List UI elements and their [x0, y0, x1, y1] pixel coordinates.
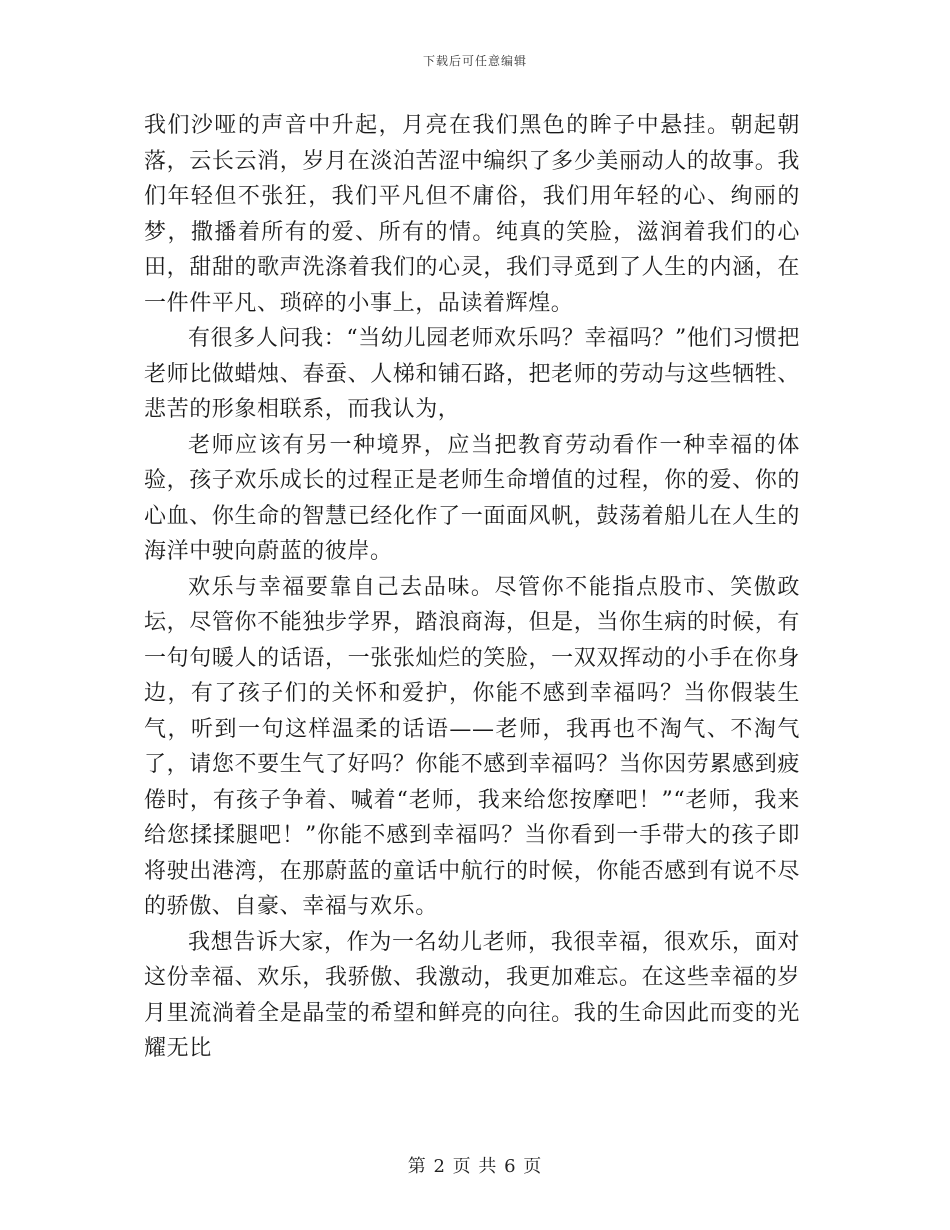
- page-header: 下载后可任意编辑: [422, 54, 527, 68]
- paragraph-5: 我想告诉大家，作为一名幼儿老师，我很幸福，很欢乐，面对这份幸福、欢乐，我骄傲、我激动，我更加难忘。在这些幸福的岁月里流淌着全是晶莹的希望和鲜亮的向往。我的生命因此而变的光耀无比: [144, 929, 800, 1061]
- paragraph-2: 有很多人问我：“当幼儿园老师欢乐吗？幸福吗？”他们习惯把老师比做蜡烛、春蚕、人梯和铺石路，把老师的劳动与这些牺牲、悲苦的形象相联系，而我认为，: [144, 326, 800, 422]
- paragraph-3: 老师应该有另一种境界，应当把教育劳动看作一种幸福的体验，孩子欢乐成长的过程正是老师生命增值的过程，你的爱、你的心血、你生命的智慧已经化作了一面面风帆，鼓荡着船儿在人生的海洋中驶向蔚蓝的彼岸。: [144, 432, 800, 564]
- paragraph-1: 我们沙哑的声音中升起，月亮在我们黑色的眸子中悬挂。朝起朝落，云长云消，岁月在淡泊苦涩中编织了多少美丽动人的故事。我们年轻但不张狂，我们平凡但不庸俗，我们用年轻的心、绚丽的梦，撒播着所有的爱、所有的情。纯真的笑脸，滋润着我们的心田，甜甜的歌声洗涤着我们的心灵，我们寻觅到了人生的内涵，在一件件平凡、琐碎的小事上，品读着辉煌。: [144, 113, 800, 316]
- page-number-footer: 第 2 页 共 6 页: [407, 1156, 543, 1177]
- paragraph-4: 欢乐与幸福要靠自己去品味。尽管你不能指点股市、笑傲政坛，尽管你不能独步学界，踏浪商海，但是，当你生病的时候，有一句句暖人的话语，一张张灿烂的笑脸，一双双挥动的小手在你身边，有了孩子们的关怀和爱护，你能不感到幸福吗？当你假装生气，听到一句这样温柔的话语——老师，我再也不淘气、不淘气了，请您不要生气了好吗？你能不感到幸福吗？当你因劳累感到疲倦时，有孩子争着、喊着“老师，我来给您按摩吧！”“老师，我来给您揉揉腿吧！”你能不感到幸福吗？当你看到一手带大的孩子即将驶出港湾，在那蔚蓝的童话中航行的时候，你能否感到有说不尽的骄傲、自豪、幸福与欢乐。: [144, 574, 800, 919]
- document-body: [144, 108, 800, 1067]
